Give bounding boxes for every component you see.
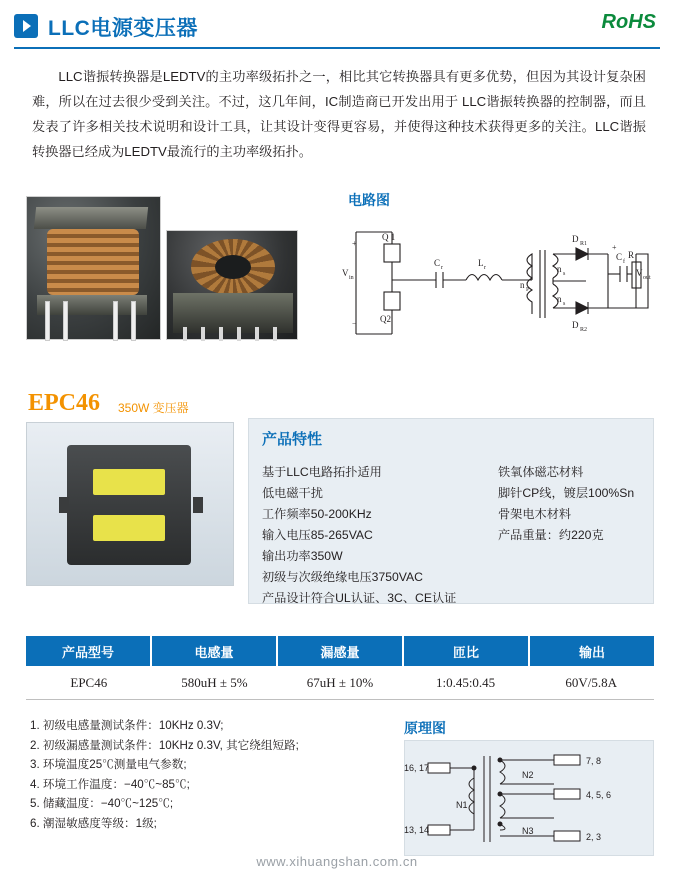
feature-item: 输出功率350W: [262, 549, 343, 563]
svg-text:N1: N1: [456, 800, 468, 810]
page-header: [0, 0, 674, 50]
spec-header-cell: 匝比: [404, 636, 530, 666]
svg-text:+: +: [352, 239, 357, 248]
svg-text:n: n: [557, 264, 562, 274]
spec-header-cell: 输出: [578, 644, 605, 660]
intro-text: LLC谐振转换器是LEDTV的主功率级拓扑之一，相比其它转换器具有更多优势，但因为其设计复杂困难，所以在过去很少受到关注。不过，这几年间，IC制造商已开发出用于 LLC谐振转换器的控制器，而且发表了许多相关技术说明和设计工具，让其设计变得更容易，并使得这种技术获得更多的关注。LLC谐振转换器已经成为LEDTV最流行的主功率级拓扑。: [32, 69, 646, 159]
svg-text:s: s: [563, 271, 566, 277]
svg-text:7, 8: 7, 8: [586, 756, 602, 766]
schematic-title: 原理图: [404, 720, 446, 736]
feature-item: 产品设计符合UL认证、3C、CE认证: [262, 591, 457, 605]
rohs-badge: RoHS: [601, 11, 656, 33]
svg-text:−: −: [352, 319, 357, 328]
spec-header-cell: 产品型号: [26, 636, 152, 666]
header-divider: [14, 47, 660, 49]
photo1-lead: [45, 301, 50, 341]
page-title: LLC电源变压器: [48, 17, 198, 40]
svg-text:f: f: [623, 259, 625, 265]
epc46-core: [67, 445, 191, 565]
transformer-photo-1: [26, 196, 161, 340]
svg-text:out: out: [643, 275, 651, 281]
note-item: 4. 环境工作温度：−40℃~85℃;: [30, 777, 190, 791]
notes-list: [30, 716, 380, 833]
svg-text:2, 3: 2, 3: [586, 832, 602, 842]
spec-table: [26, 636, 654, 700]
svg-text:+: +: [612, 243, 617, 252]
feature-item: 基于LLC电路拓扑适用: [262, 465, 382, 479]
svg-text:Q2: Q2: [380, 314, 391, 324]
note-item: 3. 环境温度25℃测量电气参数;: [30, 758, 187, 771]
feature-item: 低电磁干扰: [262, 486, 323, 500]
circuit-diagram: [336, 214, 654, 352]
svg-text:in: in: [349, 275, 354, 281]
photo1-lead: [113, 301, 118, 341]
spec-header-cell: 电感量: [152, 636, 278, 666]
spec-cell: 580uH ± 5%: [181, 674, 248, 690]
svg-text:s: s: [563, 301, 566, 307]
photo2-pin: [237, 327, 241, 341]
features-column-left: [262, 462, 492, 609]
svg-text:Q 1: Q 1: [382, 232, 396, 242]
photo2-toroid: [191, 239, 275, 295]
note-item: 1. 初级电感量测试条件：10KHz 0.3V;: [30, 719, 224, 732]
intro-paragraph: [32, 64, 646, 164]
feature-item: 工作频率50-200KHz: [262, 507, 372, 521]
feature-item: 初级与次级绝缘电压3750VAC: [262, 570, 423, 584]
svg-text:C: C: [616, 252, 623, 262]
epc46-nub: [59, 497, 69, 513]
watermark: www.xihuangshan.com.cn: [256, 854, 418, 869]
svg-text:4, 5, 6: 4, 5, 6: [586, 790, 612, 800]
svg-text:N2: N2: [522, 770, 534, 780]
svg-text:16, 17: 16, 17: [404, 763, 430, 773]
photo1-core-top: [34, 207, 148, 229]
play-icon: [14, 14, 38, 38]
epc46-window: [93, 469, 165, 495]
photo1-lead: [63, 301, 68, 341]
svg-text:R1: R1: [580, 241, 588, 247]
spec-cell: 1:0.45:0.45: [435, 674, 496, 690]
photo2-pin: [273, 327, 277, 341]
features-title: 产品特性: [262, 431, 323, 448]
svg-text:V: V: [636, 268, 643, 278]
svg-text:D: D: [572, 320, 579, 330]
spec-cell: EPC46: [70, 674, 108, 690]
svg-text:n: n: [520, 280, 525, 290]
transformer-photo-2: [166, 230, 298, 340]
svg-text:r: r: [484, 265, 486, 271]
svg-text:R2: R2: [580, 327, 588, 333]
photo1-lead: [131, 301, 136, 341]
svg-text:C: C: [434, 258, 441, 268]
feature-item: 输入电压85-265VAC: [262, 528, 373, 542]
svg-text:R: R: [628, 250, 635, 260]
epc46-window: [93, 515, 165, 541]
note-item: 2. 初级漏感量测试条件：10KHz 0.3V, 其它绕组短路;: [30, 738, 299, 752]
svg-text:N3: N3: [522, 826, 534, 836]
svg-text:V: V: [342, 268, 349, 278]
epc46-nub: [193, 497, 203, 513]
feature-item: 产品重量：约220克: [498, 528, 604, 542]
photo2-pin: [255, 327, 259, 341]
svg-text:D: D: [572, 234, 579, 244]
spec-header-cell: 漏感量: [278, 636, 404, 666]
product-power: 350W 变压器: [118, 401, 189, 415]
product-model: EPC46: [28, 390, 100, 416]
schematic-diagram: [404, 738, 656, 858]
note-item: 6. 潮湿敏感度等级：1级;: [30, 816, 157, 830]
spec-cell: 67uH ± 10%: [306, 674, 374, 690]
table-row: [26, 666, 654, 700]
spec-cell: 60V/5.8A: [565, 674, 617, 690]
svg-text:r: r: [441, 265, 443, 271]
circuit-diagram-title: 电路图: [348, 192, 390, 208]
note-item: 5. 储藏温度：−40℃~125℃;: [30, 797, 174, 810]
svg-text:P: P: [526, 287, 530, 293]
svg-text:n: n: [557, 294, 562, 304]
spec-table-header: [26, 636, 654, 666]
svg-text:L: L: [478, 258, 484, 268]
photo2-pin: [183, 327, 187, 341]
photo1-coil: [47, 229, 139, 295]
feature-item: 脚针CP线，镀层100%Sn: [498, 486, 635, 500]
photo2-pin: [219, 327, 223, 341]
feature-item: 骨架电木材料: [498, 507, 572, 521]
epc46-transformer-photo: [26, 422, 234, 586]
feature-item: 铁氧体磁芯材料: [498, 465, 584, 479]
svg-text:13, 14: 13, 14: [404, 825, 430, 835]
photo2-pin: [201, 327, 205, 341]
features-column-right: [498, 462, 648, 546]
